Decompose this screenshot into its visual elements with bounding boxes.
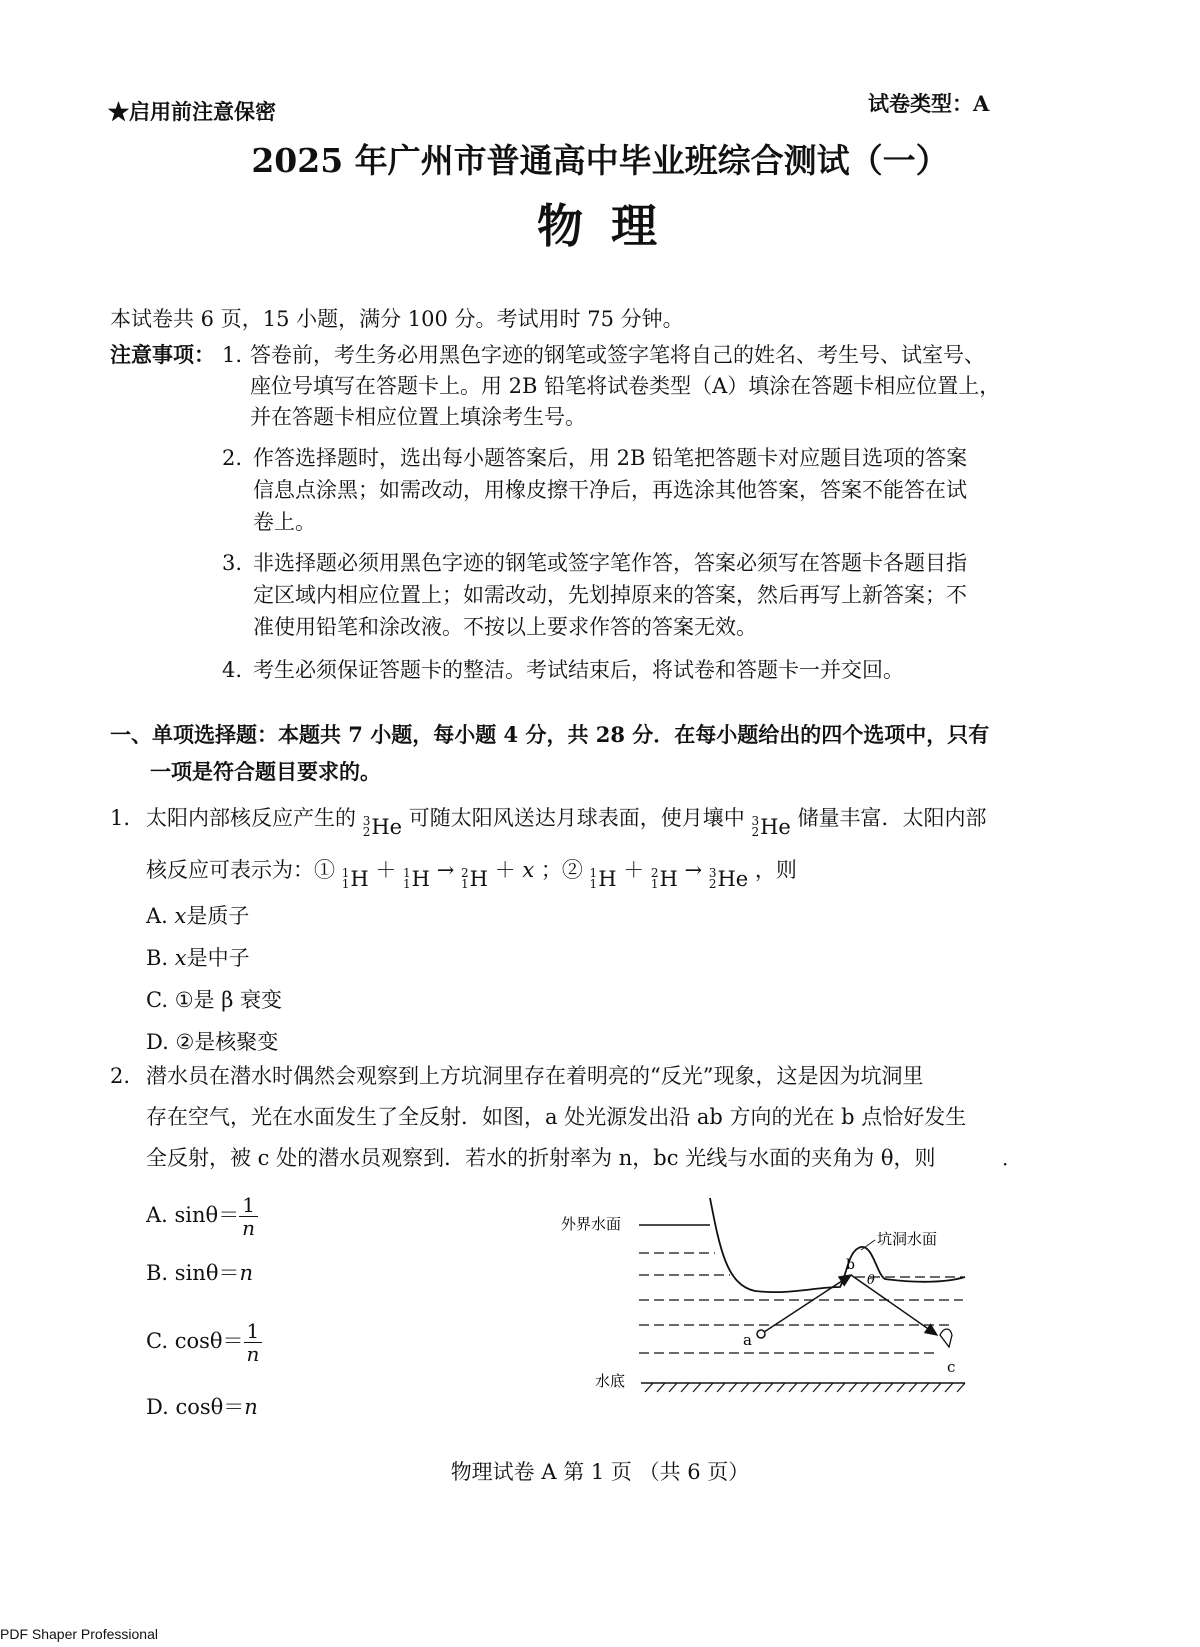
- water-dashes: [639, 1253, 963, 1353]
- h1-nuclide: 1 1 H: [403, 866, 430, 891]
- angle-label: θ: [867, 1273, 875, 1288]
- he3-nuclide: 3 2 He: [751, 814, 791, 839]
- q1-option-a: A. x是质子: [146, 904, 250, 928]
- q2-option-d: D. cosθ＝n: [146, 1395, 258, 1419]
- q2-option-a: A. sinθ＝ $\frac{1}{n}$: [146, 1194, 258, 1239]
- note-3-line: 准使用铅笔和涂改液。不按以上要求作答的答案无效。: [253, 615, 757, 639]
- diver-icon: [940, 1329, 952, 1347]
- q1-option-b: B. x是中子: [146, 946, 250, 970]
- pit-label-leader: [861, 1240, 875, 1250]
- section-heading-cont: 一项是符合题目要求的。: [150, 759, 381, 784]
- intro-text: 本试卷共 6 页，15 小题，满分 100 分。考试用时 75 分钟。: [110, 307, 684, 331]
- h1-nuclide: 1 1 H: [589, 866, 617, 891]
- note-3-line: 非选择题必须用黑色字迹的钢笔或签字笔作答，答案必须写在答题卡各题目指: [253, 551, 967, 575]
- bottom-label: 水底: [595, 1372, 626, 1390]
- section-heading: 一、单项选择题：本题共 7 小题，每小题 4 分，共 28 分．在每小题给出的四个选项中，只有: [110, 722, 990, 747]
- reflected-ray: [851, 1275, 937, 1335]
- note-1-line: 答卷前，考生务必用黑色字迹的钢笔或签字笔将自己的姓名、考生号、试室号、: [250, 343, 985, 367]
- h1-nuclide: 1 1 H: [341, 866, 369, 891]
- q1-number: 1.: [110, 806, 131, 830]
- paper-type: 试卷类型：A: [868, 91, 990, 116]
- he3-nuclide: 3 2 He: [708, 866, 749, 891]
- note-2-number: 2.: [222, 446, 243, 470]
- notes-label: 注意事项：: [110, 342, 215, 367]
- outer-surface-label: 外界水面: [561, 1215, 622, 1233]
- subject-title: 物 理: [536, 199, 663, 253]
- confidential-notice: ★启用前注意保密: [108, 99, 276, 124]
- page-footer: 物理试卷 A 第 1 页 （共 6 页）: [450, 1460, 750, 1484]
- note-3-number: 3.: [222, 551, 243, 575]
- total-reflection-diagram: [555, 1195, 975, 1395]
- bottom-hatch: [645, 1383, 965, 1392]
- point-a-label: a: [743, 1331, 752, 1349]
- note-1-line: 并在答题卡相应位置上填涂考生号。: [250, 405, 586, 429]
- note-4-line: 考生必须保证答题卡的整洁。考试结束后，将试卷和答题卡一并交回。: [253, 658, 904, 682]
- note-2-line: 作答选择题时，选出每小题答案后，用 2B 铅笔把答题卡对应题目选项的答案: [253, 446, 968, 470]
- q2-option-b: B. sinθ＝n: [146, 1261, 253, 1285]
- q2-number: 2.: [110, 1064, 131, 1088]
- he3-nuclide: 3 2 He: [362, 814, 403, 839]
- h2-nuclide: 2 1 H: [460, 866, 488, 891]
- note-4-number: 4.: [222, 658, 243, 682]
- q1-option-c: C. ①是 β 衰变: [146, 988, 283, 1012]
- watermark: PDF Shaper Professional: [0, 1626, 158, 1642]
- light-source-a: [757, 1330, 765, 1338]
- note-1-line: 座位号填写在答题卡上。用 2B 铅笔将试卷类型（A）填涂在答题卡相应位置上，: [250, 374, 1001, 398]
- q2-line: 全反射，被 c 处的潜水员观察到．若水的折射率为 n，bc 光线与水面的夹角为 θ，则: [146, 1146, 936, 1170]
- q1-line-2: 核反应可表示为：① 1 1 H ＋ 1 1 H → 2 1 H ＋ x ；② 1 1 H ＋ 2 1 H → 3 2 He ，则: [146, 854, 797, 895]
- fraction: $\frac{1}{n}$: [239, 1194, 258, 1239]
- point-b-label: b: [846, 1257, 855, 1273]
- h2-nuclide: 2 1 H: [650, 866, 678, 891]
- note-2-line: 信息点涂黑；如需改动，用橡皮擦干净后，再选涂其他答案，答案不能答在试: [253, 478, 967, 502]
- q1-line-1: 太阳内部核反应产生的 3 2 He 可随太阳风送达月球表面，使月壤中 3 2 He 储量丰富．太阳内部: [146, 802, 987, 843]
- q2-line: 存在空气，光在水面发生了全反射．如图，a 处光源发出沿 ab 方向的光在 b 点恰好发生: [146, 1105, 967, 1129]
- exam-title: 2025 年广州市普通高中毕业班综合测试（一）: [251, 141, 949, 180]
- stray-mark: ·: [1002, 1152, 1009, 1176]
- note-1-number: 1.: [222, 343, 243, 367]
- q2-option-c: C. cosθ＝ $\frac{1}{n}$: [146, 1320, 262, 1365]
- note-3-line: 定区域内相应位置上；如需改动，先划掉原来的答案，然后再写上新答案；不: [253, 583, 967, 607]
- point-c-label: c: [947, 1358, 956, 1376]
- q2-line: 潜水员在潜水时偶然会观察到上方坑洞里存在着明亮的“反光”现象，这是因为坑洞里: [146, 1064, 924, 1088]
- fraction: $\frac{1}{n}$: [244, 1320, 263, 1365]
- q1-option-d: D. ②是核聚变: [146, 1030, 279, 1054]
- note-2-line: 卷上。: [253, 510, 316, 534]
- pit-surface-label: 坑洞水面: [877, 1230, 938, 1248]
